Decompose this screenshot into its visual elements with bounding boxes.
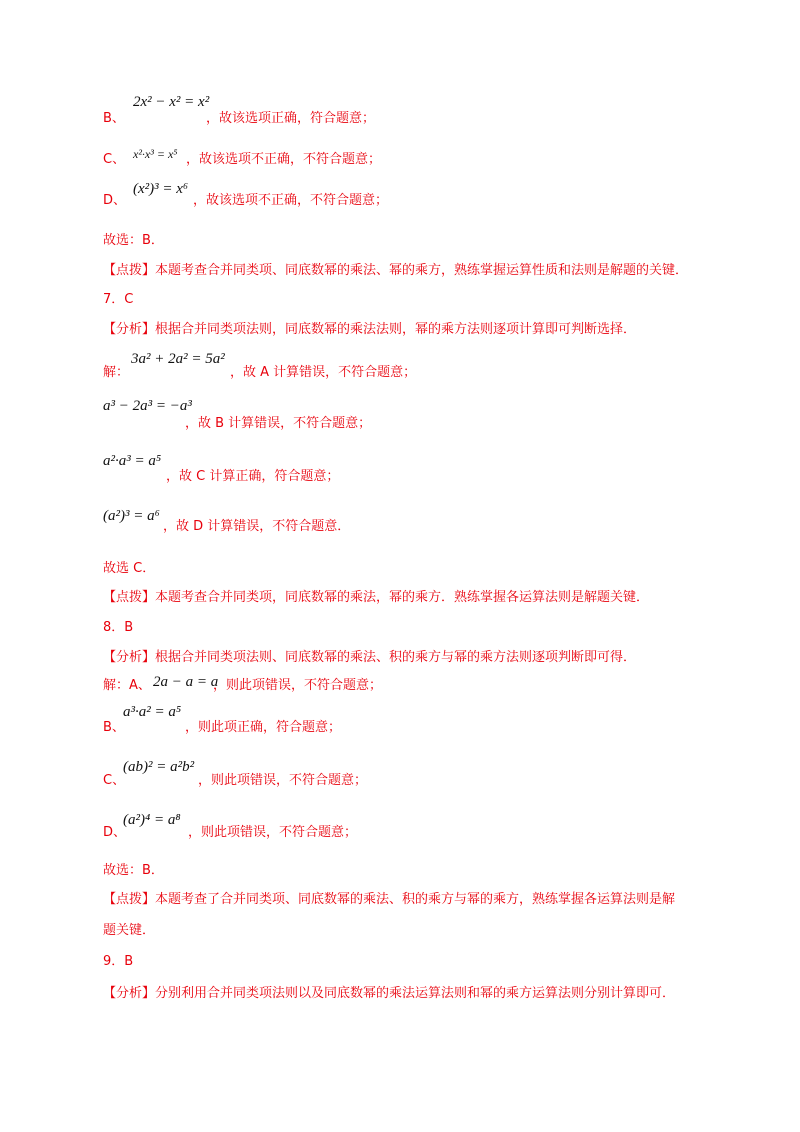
math-expression: 3a² + 2a² = 5a² [131, 351, 225, 367]
solution-suffix: ，故 A 计算错误，不符合题意； [230, 365, 417, 380]
question-number: 7．C [103, 292, 134, 307]
math-expression: a³·a² = a⁵ [123, 704, 182, 720]
analysis-paragraph: 【分析】根据合并同类项法则，同底数幂的乘法法则，幂的乘方法则逐项计算即可判断选择． [103, 322, 637, 337]
math-expression: 2a − a = a [153, 674, 219, 690]
math-expression: x²·x³ = x⁵ [133, 147, 178, 161]
solution-suffix: ，则此项正确，符合题意； [185, 720, 342, 735]
choice-answer: 故选 C． [103, 561, 156, 576]
option-prefix: D、 [103, 825, 127, 840]
question-number: 9．B [103, 954, 134, 969]
tip-paragraph: 【点拨】本题考查合并同类项、同底数幂的乘法、幂的乘方，熟练掌握运算性质和法则是解题的关键． [103, 263, 689, 278]
option-prefix: C、 [103, 773, 126, 788]
math-expression: (a²)³ = a⁶ [103, 508, 160, 524]
analysis-paragraph: 【分析】根据合并同类项法则、同底数幂的乘法、积的乘方与幂的乘方法则逐项判断即可得． [103, 650, 637, 665]
option-d-prefix: D、 [103, 193, 127, 208]
math-expression: (ab)² = a²b² [123, 759, 195, 775]
math-expression: a³ − 2a³ = −a³ [103, 398, 192, 414]
solution-suffix: ，则此项错误，不符合题意； [188, 825, 358, 840]
option-d-suffix: ，故该选项不正确，不符合题意； [193, 193, 389, 208]
solution-prefix: 解：A、 [103, 678, 151, 693]
option-prefix: B、 [103, 720, 125, 735]
tip-paragraph-line2: 题关键． [103, 923, 156, 938]
question-number: 8．B [103, 620, 134, 635]
math-expression: a²·a³ = a⁵ [103, 453, 162, 469]
math-expression: (x²)³ = x⁶ [133, 181, 189, 197]
solution-suffix: ，则此项错误，不符合题意； [198, 773, 368, 788]
choice-answer: 故选：B． [103, 233, 164, 248]
option-c-prefix: C、 [103, 152, 126, 167]
solution-suffix: ，故 B 计算错误，不符合题意； [185, 416, 372, 431]
choice-answer: 故选：B． [103, 863, 164, 878]
solution-prefix: 解： [103, 365, 130, 380]
tip-paragraph-line1: 【点拨】本题考查了合并同类项、同底数幂的乘法、积的乘方与幂的乘方，熟练掌握各运算法则是解 [103, 892, 676, 907]
option-b-line [103, 110, 125, 128]
option-prefix: B、 [103, 111, 125, 126]
solution-suffix: ，则此项错误，不符合题意； [213, 678, 383, 693]
math-expression: 2x² − x² = x² [133, 94, 210, 110]
solution-suffix: ，故 D 计算错误，不符合题意． [163, 519, 351, 534]
tip-paragraph: 【点拨】本题考查合并同类项，同底数幂的乘法，幂的乘方．熟练掌握各运算法则是解题关键． [103, 590, 650, 605]
analysis-paragraph: 【分析】分别利用合并同类项法则以及同底数幂的乘法运算法则和幂的乘方运算法则分别计算即可． [103, 986, 676, 1001]
option-c-suffix: ，故该选项不正确，不符合题意； [186, 152, 382, 167]
option-b-suffix: ，故该选项正确，符合题意； [206, 111, 376, 126]
solution-suffix: ，故 C 计算正确，符合题意； [166, 469, 340, 484]
math-expression: (a²)⁴ = a⁸ [123, 812, 181, 828]
